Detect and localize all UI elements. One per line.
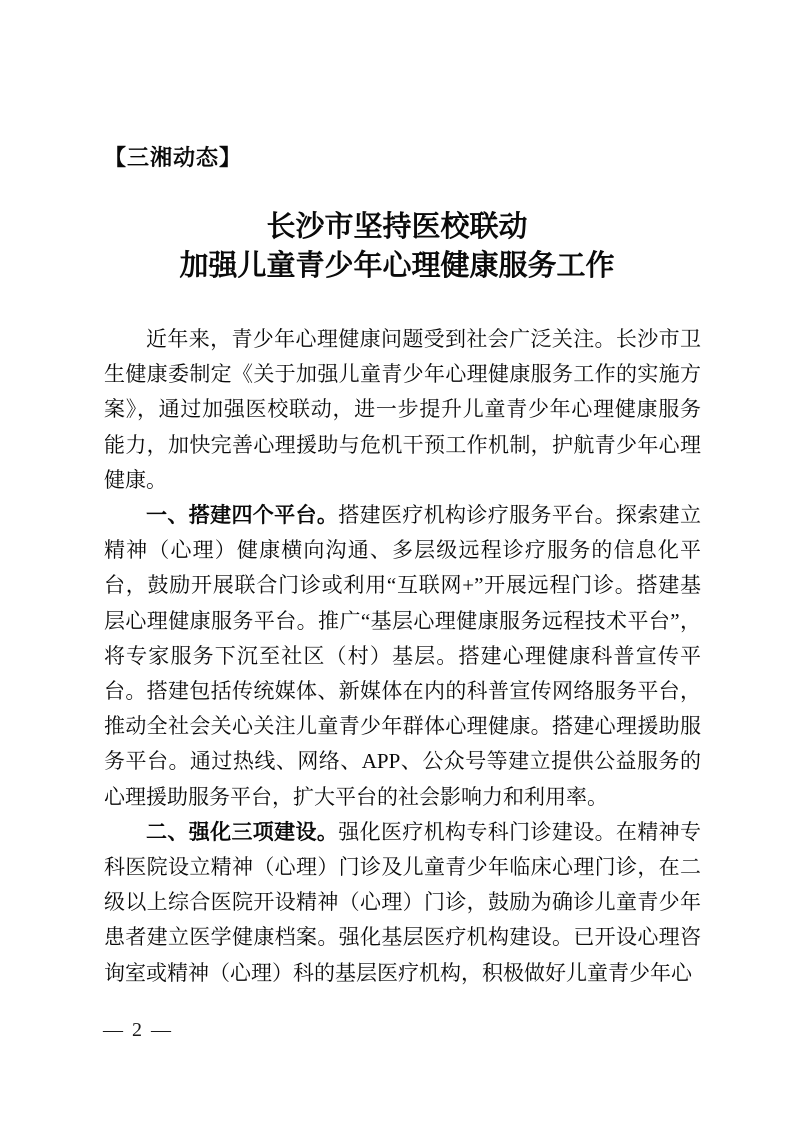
body-paragraph [104, 815, 701, 991]
title-line-1: 长沙市坚持医校联动 [266, 211, 528, 243]
paragraph-text: 搭建医疗机构诊疗服务平台。探索建立精神（心理）健康横向沟通、多层级远程诊疗服务的信息化平台，鼓励开展联合门诊或利用“互联网+”开展远程门诊。搭建基层心理健康服务平台。推广“基层心理健康服务远程技术平台”，将专家服务下沉至社区（村）基层。搭建心理健康科普宣传平台。搭建包括传统媒体、新媒体在内的科普宣传网络服务平台，推动全社会关心关注儿童青少年群体心理健康。搭建心理援助服务平台。通过热线、网络、APP、公众号等建立提供公益服务的心理援助服务平台，扩大平台的社会影响力和利用率。 [104, 503, 702, 809]
section-header: 【三湘动态】 [104, 145, 243, 171]
page-footer [103, 1019, 173, 1042]
body-paragraph [104, 498, 701, 815]
body-paragraph [104, 322, 701, 498]
document-title [0, 208, 794, 286]
paragraph-heading: 二、强化三项建设。 [146, 820, 339, 844]
paragraph-text: 近年来，青少年心理健康问题受到社会广泛关注。长沙市卫生健康委制定《关于加强儿童青少年心理健康服务工作的实施方案》，通过加强医校联动，进一步提升儿童青少年心理健康服务能力，加快完善心理援助与危机干预工作机制，护航青少年心理健康。 [104, 327, 701, 492]
paragraph-heading: 一、搭建四个平台。 [146, 504, 339, 528]
paragraph-text: 强化医疗机构专科门诊建设。在精神专科医院设立精神（心理）门诊及儿童青少年临床心理门诊，在二级以上综合医院开设精神（心理）门诊，鼓励为确诊儿童青少年患者建立医学健康档案。强化基层医疗机构建设。已开设心理咨询室或精神（心理）科的基层医疗机构，积极做好儿童青少年心 [104, 819, 702, 985]
page-number: — 2 — [103, 1019, 173, 1041]
document-body [104, 322, 701, 991]
title-line-2: 加强儿童青少年心理健康服务工作 [179, 250, 615, 282]
